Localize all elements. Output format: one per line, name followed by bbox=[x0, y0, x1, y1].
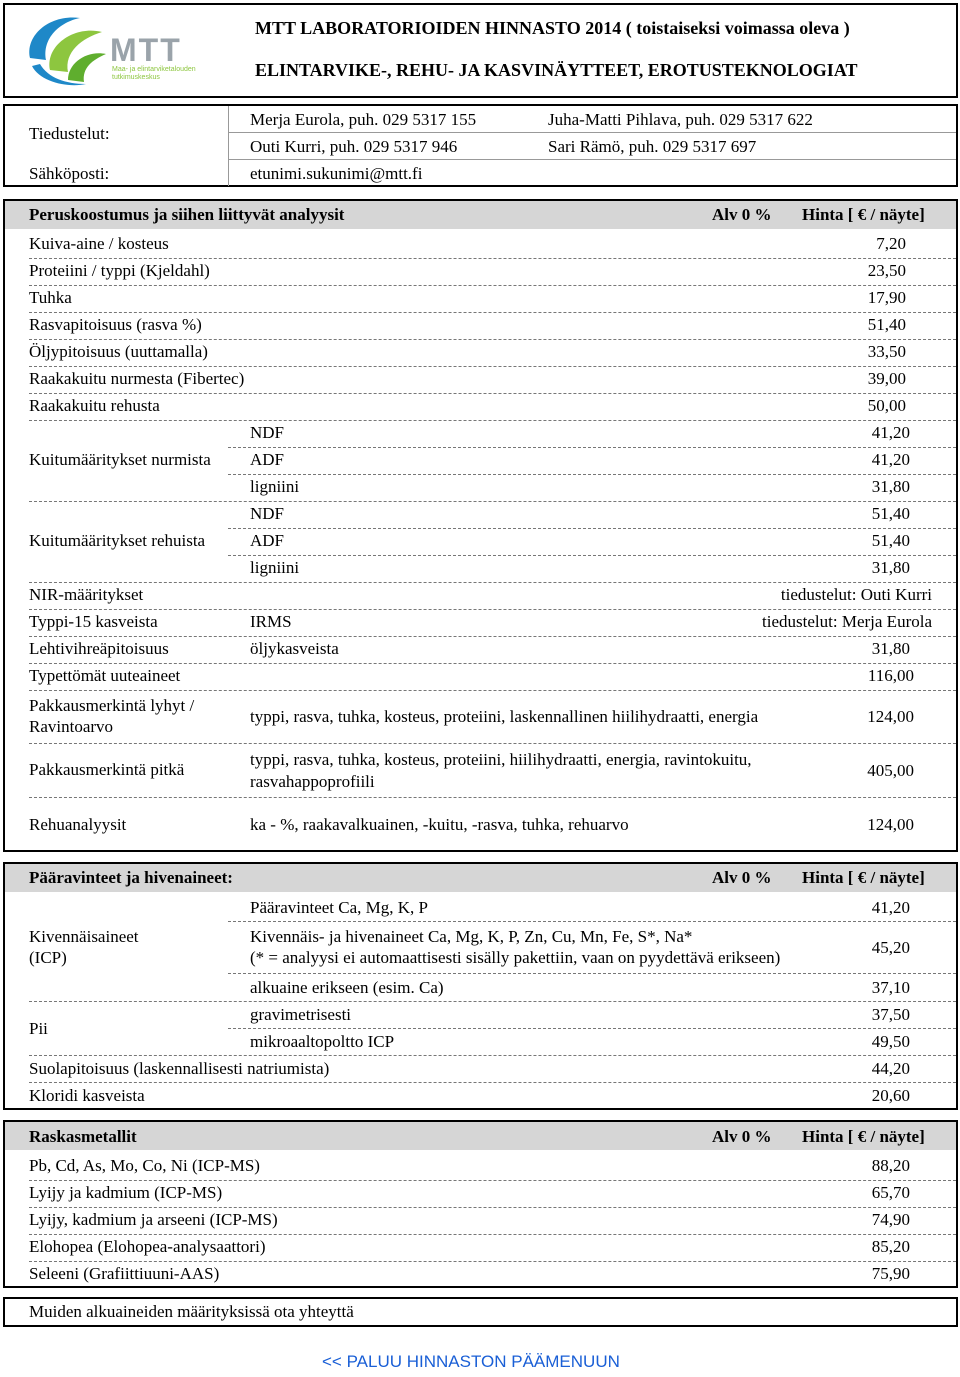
pakk-short-desc: typpi, rasva, tuhka, kosteus, proteiini, laskennallinen hiilihydraatti, energia bbox=[250, 707, 759, 726]
page-title: MTT LABORATORIOIDEN HINNASTO 2014 ( toistaiseksi voimassa oleva ) bbox=[255, 18, 850, 38]
trace-price: 45,20 bbox=[871, 938, 910, 957]
analysis-price: 51,40 bbox=[867, 315, 906, 334]
pakk-long-desc-2: rasvahappoprofiili bbox=[250, 772, 375, 791]
analysis-price: 50,00 bbox=[867, 396, 906, 415]
fiber-feed-lignin: ligniini bbox=[250, 558, 300, 577]
chloride-price: 20,60 bbox=[871, 1086, 910, 1105]
metal-analysis-price: 85,20 bbox=[871, 1237, 910, 1256]
contact-sari: Sari Rämö, puh. 029 5317 697 bbox=[548, 137, 757, 156]
lehti-label: Lehtivihreäpitoisuus bbox=[29, 639, 169, 658]
analysis-price: 7,20 bbox=[876, 234, 906, 253]
typpi-contact: tiedustelut: Merja Eurola bbox=[762, 612, 932, 631]
rehu-price: 124,00 bbox=[867, 815, 914, 834]
nir-label: NIR-määritykset bbox=[29, 585, 144, 604]
analysis-name: Öljypitoisuus (uuttamalla) bbox=[29, 342, 208, 361]
price-header: Hinta [ € / näyte] bbox=[802, 1127, 925, 1146]
analysis-name: Proteiini / typpi (Kjeldahl) bbox=[29, 261, 210, 280]
divider bbox=[228, 132, 956, 133]
row-divider bbox=[29, 1261, 956, 1262]
pakk-long-price: 405,00 bbox=[867, 761, 914, 780]
pii-icp-price: 49,50 bbox=[871, 1032, 910, 1051]
fiber-grass-ndf: NDF bbox=[250, 423, 285, 442]
metal-analysis-name: Lyijy ja kadmium (ICP-MS) bbox=[29, 1183, 223, 1202]
single-element-price: 37,10 bbox=[871, 978, 910, 997]
analysis-price: 33,50 bbox=[867, 342, 906, 361]
vat-header: Alv 0 % bbox=[712, 1127, 772, 1146]
pii-grav-desc: gravimetrisesti bbox=[250, 1005, 352, 1024]
price-header: Hinta [ € / näyte] bbox=[802, 868, 925, 887]
fiber-feed-label: Kuitumääritykset rehuista bbox=[29, 531, 206, 550]
salt-label: Suolapitoisuus (laskennallisesti natriumista) bbox=[29, 1059, 330, 1078]
typpi-label: Typpi-15 kasveista bbox=[29, 612, 158, 631]
analysis-name: Tuhka bbox=[29, 288, 72, 307]
vat-header: Alv 0 % bbox=[712, 205, 772, 224]
fiber-feed-lignin-price: 31,80 bbox=[871, 558, 910, 577]
salt-price: 44,20 bbox=[871, 1059, 910, 1078]
back-to-main-menu-link[interactable]: << PALUU HINNASTON PÄÄMENUUN bbox=[322, 1352, 620, 1371]
minerals-label-1: Kivennäisaineet bbox=[29, 927, 139, 946]
fiber-feed-adf: ADF bbox=[250, 531, 285, 550]
metal-analysis-name: Seleeni (Grafiittiuuni-AAS) bbox=[29, 1264, 220, 1283]
section-title: Pääravinteet ja hivenaineet: bbox=[29, 868, 233, 887]
pii-grav-price: 37,50 bbox=[871, 1005, 910, 1024]
analysis-name: Raakakuitu rehusta bbox=[29, 396, 160, 415]
fiber-grass-lignin: ligniini bbox=[250, 477, 300, 496]
metal-analysis-name: Elohopea (Elohopea-analysaattori) bbox=[29, 1237, 266, 1256]
section-title: Peruskoostumus ja siihen liittyvät analyysit bbox=[29, 205, 345, 224]
metal-analysis-price: 88,20 bbox=[871, 1156, 910, 1175]
section-title: Raskasmetallit bbox=[29, 1127, 137, 1146]
email-label: Sähköposti: bbox=[29, 164, 110, 183]
typpi-method: IRMS bbox=[250, 612, 292, 631]
pakk-short-label-2: Ravintoarvo bbox=[29, 717, 114, 736]
contacts-box bbox=[3, 104, 958, 187]
trace-desc-1: Kivennäis- ja hivenaineet Ca, Mg, K, P, Zn, Cu, Mn, Fe, S*, Na* bbox=[250, 927, 693, 946]
macro-price: 41,20 bbox=[871, 898, 910, 917]
inquiries-label: Tiedustelut: bbox=[29, 124, 110, 143]
chloride-label: Kloridi kasveista bbox=[29, 1086, 145, 1105]
fiber-grass-lignin-price: 31,80 bbox=[871, 477, 910, 496]
minerals-label-2: (ICP) bbox=[29, 948, 67, 967]
page-subtitle: ELINTARVIKE-, REHU- JA KASVINÄYTTEET, EROTUSTEKNOLOGIAT bbox=[255, 60, 858, 80]
fiber-grass-label: Kuitumääritykset nurmista bbox=[29, 450, 211, 469]
row-divider bbox=[29, 1180, 956, 1181]
fiber-grass-adf-price: 41,20 bbox=[871, 450, 910, 469]
row-divider bbox=[29, 1234, 956, 1235]
metal-analysis-price: 65,70 bbox=[871, 1183, 910, 1202]
lehti-sub: öljykasveista bbox=[250, 639, 339, 658]
analysis-name: Rasvapitoisuus (rasva %) bbox=[29, 315, 202, 334]
pii-label: Pii bbox=[29, 1019, 48, 1038]
contact-merja: Merja Eurola, puh. 029 5317 155 bbox=[250, 110, 477, 129]
mtt-logo bbox=[20, 10, 210, 90]
metal-analysis-name: Pb, Cd, As, Mo, Co, Ni (ICP-MS) bbox=[29, 1156, 260, 1175]
lehti-price: 31,80 bbox=[871, 639, 910, 658]
analysis-name: Kuiva-aine / kosteus bbox=[29, 234, 169, 253]
email-address: etunimi.sukunimi@mtt.fi bbox=[250, 164, 423, 183]
fiber-grass-adf: ADF bbox=[250, 450, 285, 469]
fiber-feed-ndf-price: 51,40 bbox=[871, 504, 910, 523]
logo-subtext: Maa- ja elintarviketalouden tutkimuskeskus bbox=[112, 66, 196, 81]
fiber-feed-adf-price: 51,40 bbox=[871, 531, 910, 550]
contact-juha-matti: Juha-Matti Pihlava, puh. 029 5317 622 bbox=[548, 110, 813, 129]
logo-wordmark: MTT bbox=[110, 32, 182, 68]
typettomat-price: 116,00 bbox=[867, 666, 914, 685]
trace-desc-2: (* = analyysi ei automaattisesti sisälly pakettiin, vaan on pyydettävä erikseen) bbox=[250, 948, 781, 967]
rehu-label: Rehuanalyysit bbox=[29, 815, 127, 834]
single-element-desc: alkuaine erikseen (esim. Ca) bbox=[250, 978, 444, 997]
pakk-long-label: Pakkausmerkintä pitkä bbox=[29, 760, 185, 779]
divider bbox=[228, 106, 229, 186]
contact-note: Muiden alkuaineiden määrityksissä ota yhteyttä bbox=[29, 1302, 354, 1321]
analysis-name: Raakakuitu nurmesta (Fibertec) bbox=[29, 369, 245, 388]
nir-contact: tiedustelut: Outi Kurri bbox=[780, 585, 932, 604]
vat-header: Alv 0 % bbox=[712, 868, 772, 887]
pakk-long-desc-1: typpi, rasva, tuhka, kosteus, proteiini, hiilihydraatti, energia, ravintokuitu, bbox=[250, 750, 752, 769]
metal-analysis-name: Lyijy, kadmium ja arseeni (ICP-MS) bbox=[29, 1210, 278, 1229]
divider bbox=[228, 159, 956, 160]
pakk-short-price: 124,00 bbox=[867, 707, 914, 726]
analysis-price: 17,90 bbox=[867, 288, 906, 307]
pakk-short-label-1: Pakkausmerkintä lyhyt / bbox=[29, 696, 195, 715]
pii-icp-desc: mikroaaltopoltto ICP bbox=[250, 1032, 395, 1051]
analysis-price: 39,00 bbox=[867, 369, 906, 388]
rehu-desc: ka - %, raakavalkuainen, -kuitu, -rasva, tuhka, rehuarvo bbox=[250, 815, 629, 834]
macro-desc: Pääravinteet Ca, Mg, K, P bbox=[250, 898, 428, 917]
price-header: Hinta [ € / näyte] bbox=[802, 205, 925, 224]
typettomat-label: Typettömät uuteaineet bbox=[29, 666, 181, 685]
analysis-price: 23,50 bbox=[867, 261, 906, 280]
fiber-grass-ndf-price: 41,20 bbox=[871, 423, 910, 442]
contact-outi: Outi Kurri, puh. 029 5317 946 bbox=[250, 137, 458, 156]
metal-analysis-price: 74,90 bbox=[871, 1210, 910, 1229]
row-divider bbox=[29, 1207, 956, 1208]
metal-analysis-price: 75,90 bbox=[871, 1264, 910, 1283]
fiber-feed-ndf: NDF bbox=[250, 504, 285, 523]
